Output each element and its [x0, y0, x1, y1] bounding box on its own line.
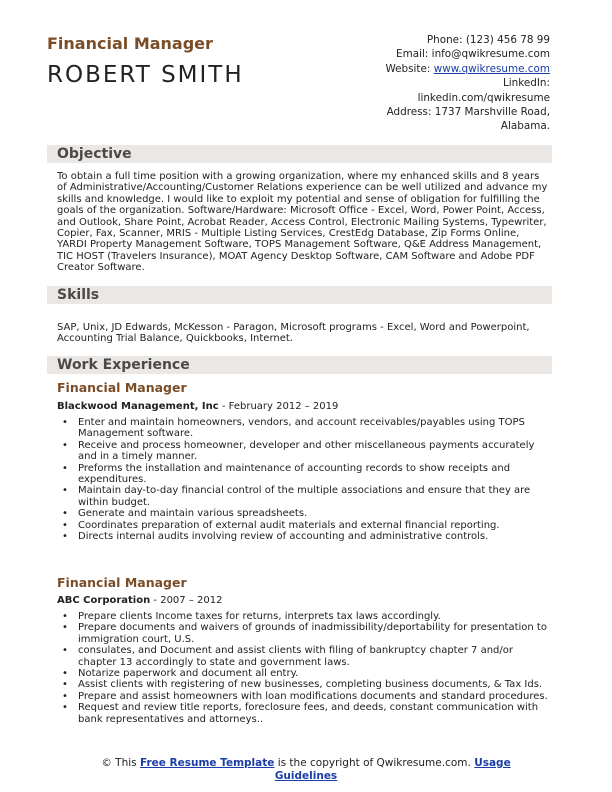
contact-email: Email: info@qwikresume.com: [396, 48, 550, 61]
list-item: • Directs internal audits involving review of accounting and administrative controls.: [62, 531, 552, 542]
guidelines-link[interactable]: Guidelines: [274, 770, 338, 782]
footer-middle: is the copyright of Qwikresume.com.: [274, 757, 475, 769]
work-experience-section-bar: [47, 356, 552, 374]
objective-section-bar: [47, 145, 552, 163]
list-item: • Generate and maintain various spreadsheets.: [62, 508, 552, 519]
job-2-bullet-list: [62, 611, 552, 725]
job-1-dates: - February 2012 – 2019: [218, 401, 339, 412]
job-1-company-line: [57, 401, 338, 412]
skills-section-bar: [47, 286, 552, 304]
list-item: • Prepare and assist homeowners with loan modifications documents and standard procedures.: [62, 691, 552, 702]
header-job-title: Financial Manager: [47, 34, 213, 53]
list-item: • Notarize paperwork and document all entry.: [62, 668, 552, 679]
list-item: • Assist clients with registering of new businesses, completing business documents, & Tax Ids.: [62, 679, 552, 690]
job-1-company: Blackwood Management, Inc: [57, 401, 219, 412]
list-item: • Prepare clients Income taxes for returns, interprets tax laws accordingly.: [62, 611, 552, 622]
usage-link[interactable]: Usage: [474, 757, 511, 769]
contact-address-line1: Address: 1737 Marshville Road,: [386, 106, 550, 119]
footer-prefix: © This: [101, 757, 140, 769]
footer-copyright: [0, 757, 612, 783]
contact-phone: Phone: (123) 456 78 99: [426, 34, 550, 46]
list-item: • Request and review title reports, foreclosure fees, and deeds, constant communication with bank representatives and attorneys..: [62, 702, 552, 725]
work-experience-heading: Work Experience: [57, 357, 190, 373]
job-2-company-line: [57, 595, 222, 606]
job-1-title: Financial Manager: [57, 380, 187, 395]
website-label: Website:: [385, 62, 434, 75]
objective-text: To obtain a full time position with a growing organization, where my enhanced skills and 8 years of Administrative/Accounting/Customer Relations experience can be well utilized and advance my skills and knowledge. I would like to exploit my potential and sense of obligation for fulfilling the goals of the organization. Software/Hardware: Microsoft Office - Excel, Word, Power Point, Access, and Outlook, Share Point, Acrobat Reader, Access Control, Electronic Mailing Systems, Typewriter, Copier, Fax, Scanner, MRIS - Multiple Listing Services, CrestEdg Database, Zip Forms Online, YARDI Property Management Software, TOPS Management Software, Q&E Address Management, TIC HOST (Travelers Insurance), MOAT Agency Desktop Software, CAM Software and Adobe PDF Creator Software.: [57, 171, 548, 274]
list-item: • Coordinates preparation of external audit materials and external financial reporting.: [62, 520, 552, 531]
website-link[interactable]: www.qwikresume.com: [433, 62, 550, 75]
job-2-title: Financial Manager: [57, 575, 187, 590]
skills-text: SAP, Unix, JD Edwards, McKesson - Paragon, Microsoft programs - Excel, Word and Powerpoint, Accounting Trial Balance, Quickbooks, Internet.: [57, 322, 530, 345]
list-item: • Enter and maintain homeowners, vendors, and account receivables/payables using TOPS Management software.: [62, 417, 552, 440]
skills-heading: Skills: [57, 287, 100, 303]
contact-linkedin-value: linkedin.com/qwikresume: [417, 91, 550, 104]
candidate-name: ROBERT SMITH: [47, 62, 244, 88]
objective-heading: Objective: [57, 146, 132, 162]
contact-address-line2: Alabama.: [500, 120, 550, 133]
list-item: • Preforms the installation and maintenance of accounting records to show receipts and expenditures.: [62, 463, 552, 486]
contact-block: [300, 33, 550, 134]
contact-website: [300, 62, 550, 76]
job-2-company: ABC Corporation: [57, 595, 151, 606]
list-item: • consulates, and Document and assist clients with filing of bankruptcy chapter 7 and/or chapter 13 accordingly to state and government laws.: [62, 645, 552, 668]
list-item: • Prepare documents and waivers of grounds of inadmissibility/deportability for presentation to immigration court, U.S.: [62, 622, 552, 645]
job-2-dates: - 2007 – 2012: [150, 595, 223, 606]
contact-linkedin-label: LinkedIn:: [502, 77, 550, 90]
list-item: • Maintain day-to-day financial control of the multiple associations and ensure that they are within budget.: [62, 485, 552, 508]
list-item: • Receive and process homeowner, developer and other miscellaneous payments accurately and in a timely manner.: [62, 440, 552, 463]
job-1-bullet-list: [62, 417, 552, 542]
free-resume-template-link[interactable]: Free Resume Template: [139, 757, 275, 769]
